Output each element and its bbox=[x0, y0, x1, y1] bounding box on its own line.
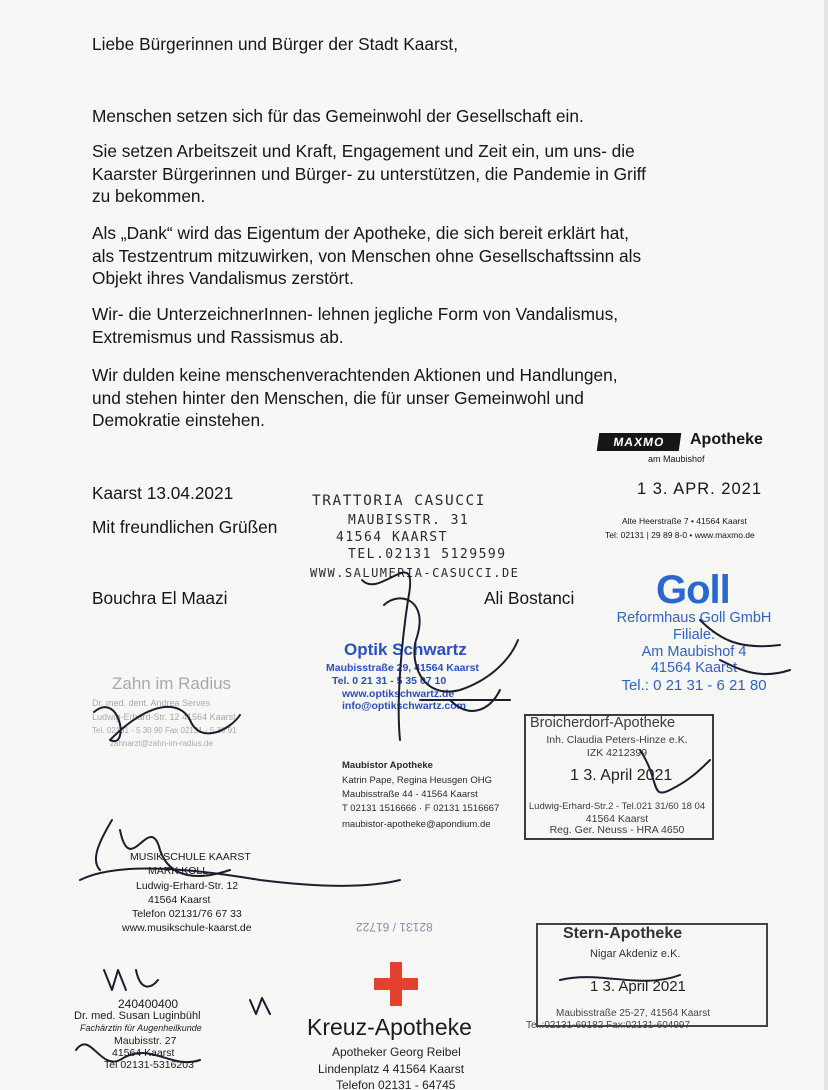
goll-street: Am Maubishof 4 bbox=[641, 644, 747, 660]
maubistor-name: Maubistor Apotheke bbox=[342, 760, 433, 771]
signature-musikschule-2 bbox=[80, 868, 400, 885]
maubistor-address: Maubisstraße 44 - 41564 Kaarst bbox=[342, 789, 478, 800]
goll-company: Reformhaus Goll GmbH bbox=[616, 610, 772, 626]
maubistor-owners: Katrin Pape, Regina Heusgen OHG bbox=[342, 775, 492, 786]
paragraph-5-line-3: Demokratie einstehen. bbox=[92, 410, 265, 430]
signature-optik-line bbox=[420, 690, 510, 711]
signature-small bbox=[250, 998, 270, 1014]
maxmo-apotheke-name: Apotheke bbox=[690, 431, 763, 448]
goll-logo: Goll bbox=[656, 568, 730, 612]
stern-title: Stern-Apotheke bbox=[563, 925, 683, 942]
maubistor-email: maubistor-apotheke@apondium.de bbox=[342, 819, 491, 830]
stern-tel: Tel.:02131-69182 Fax:02131-604997 bbox=[526, 1020, 691, 1031]
zahn-address: Ludwig-Erhard-Str. 12 41564 Kaarst bbox=[92, 712, 236, 722]
signer-1-name: Bouchra El Maazi bbox=[92, 588, 228, 608]
goll-tel: Tel.: 0 21 31 - 6 21 80 bbox=[621, 677, 767, 694]
paragraph-4-line-2: Extremismus und Rassismus ab. bbox=[92, 326, 344, 347]
broicherdorf-title: Broicherdorf-Apotheke bbox=[530, 715, 676, 731]
trattoria-name: TRATTORIA CASUCCI bbox=[312, 493, 486, 509]
maxmo-tel: Tel: 02131 | 29 89 8-0 • www.maxmo.de bbox=[605, 530, 755, 540]
optik-web: www.optikschwartz.de bbox=[342, 688, 455, 700]
signature-broicherdorf bbox=[640, 750, 710, 793]
broicherdorf-ik: IZK 4212399 bbox=[586, 747, 648, 759]
zahn-tel: Tel. 02131 - 5 30 90 Fax 02131 - 5 30 91 bbox=[92, 726, 237, 735]
trattoria-tel: TEL.02131 5129599 bbox=[348, 547, 507, 562]
signature-zahn bbox=[94, 707, 240, 741]
kreuz-mirrored-tel: 82131 / 61722 bbox=[356, 920, 433, 934]
musikschule-name: MUSIKSCHULE KAARST bbox=[130, 851, 251, 863]
optik-title: Optik Schwartz bbox=[344, 640, 467, 659]
signature-goll bbox=[700, 620, 790, 674]
musikschule-web: www.musikschule-kaarst.de bbox=[122, 922, 252, 934]
signer-2-name: Ali Bostanci bbox=[484, 588, 575, 608]
luginbuehl-street: Maubisstr. 27 bbox=[114, 1035, 177, 1047]
paragraph-5-line-2: und stehen hinter den Menschen, die für unser Gemeinwohl und bbox=[92, 387, 584, 408]
maxmo-address: Alte Heerstraße 7 • 41564 Kaarst bbox=[622, 516, 747, 526]
broicherdorf-city: 41564 Kaarst bbox=[585, 813, 649, 825]
optik-tel: Tel. 0 21 31 - 5 35 07 10 bbox=[332, 675, 447, 687]
goll-city: 41564 Kaarst bbox=[650, 660, 738, 676]
luginbuehl-specialty: Fachärztin für Augenheilkunde bbox=[80, 1023, 202, 1033]
optik-email: info@optikschwartz.com bbox=[342, 700, 467, 712]
musikschule-street: Ludwig-Erhard-Str. 12 bbox=[136, 880, 239, 892]
paragraph-1: Menschen setzen sich für das Gemeinwohl der Gesellschaft ein. bbox=[92, 106, 584, 126]
musikschule-owner: MARK KOLL bbox=[148, 865, 209, 877]
paragraph-5-line-1: Wir dulden keine menschenverachtenden Aktionen und Handlungen, bbox=[92, 365, 618, 385]
stern-date: 1 3. April 2021 bbox=[590, 978, 686, 995]
broicherdorf-register: Reg. Ger. Neuss - HRA 4650 bbox=[549, 824, 685, 836]
signature-optik bbox=[384, 598, 518, 691]
broicherdorf-owner: Inh. Claudia Peters-Hinze e.K. bbox=[546, 734, 688, 746]
paragraph-3-line-2: als Testzentrum mitzuwirken, von Menschen ohne Gesellschaftssinn als bbox=[92, 245, 642, 266]
paragraph-2-line-2: Kaarster Bürgerinnen und Bürger- zu unterstützen, die Pandemie in Griff bbox=[92, 163, 646, 184]
musikschule-city: 41564 Kaarst bbox=[148, 894, 211, 906]
maxmo-logo: MAXMO bbox=[597, 433, 682, 451]
musikschule-tel: Telefon 02131/76 67 33 bbox=[132, 908, 242, 920]
trattoria-street: MAUBISSTR. 31 bbox=[348, 513, 470, 528]
goll-branch: Filiale: bbox=[673, 627, 715, 643]
signature-stern bbox=[560, 975, 680, 981]
signature-luginbuehl-2 bbox=[76, 1044, 200, 1062]
paragraph-2-line-1: Sie setzen Arbeitszeit und Kraft, Engagement und Zeit ein, um uns- die bbox=[92, 141, 635, 161]
stern-owner: Nigar Akdeniz e.K. bbox=[590, 948, 681, 960]
stern-address: Maubisstraße 25-27, 41564 Kaarst bbox=[556, 1008, 710, 1019]
maxmo-subtitle: am Maubishof bbox=[648, 454, 705, 464]
paragraph-3-line-1: Als „Dank“ wird das Eigentum der Apotheke, die sich bereit erklärt hat, bbox=[92, 223, 629, 243]
luginbuehl-tel: Tel 02131-5316203 bbox=[104, 1059, 194, 1071]
zahn-title: Zahn im Radius bbox=[112, 674, 232, 693]
trattoria-city: 41564 KAARST bbox=[336, 530, 448, 545]
place-date: Kaarst 13.04.2021 bbox=[92, 483, 234, 503]
paragraph-3-line-3: Objekt ihres Vandalismus zerstört. bbox=[92, 268, 354, 288]
kreuz-owner: Apotheker Georg Reibel bbox=[332, 1045, 461, 1059]
zahn-email: zahnarzt@zahn-im-radius.de bbox=[110, 739, 213, 748]
optik-address: Maubisstraße 29, 41564 Kaarst bbox=[326, 662, 479, 674]
maubistor-tel: T 02131 1516666 · F 02131 1516667 bbox=[342, 803, 500, 814]
salutation: Liebe Bürgerinnen und Bürger der Stadt Kaarst, bbox=[92, 34, 459, 54]
luginbuehl-id: 240400400 bbox=[118, 997, 179, 1011]
broicherdorf-address: Ludwig-Erhard-Str.2 - Tel.021 31/60 18 04 bbox=[528, 801, 706, 812]
luginbuehl-name: Dr. med. Susan Luginbühl bbox=[74, 1010, 201, 1022]
kreuz-tel: Telefon 02131 - 64745 bbox=[336, 1078, 456, 1090]
kreuz-name: Kreuz-Apotheke bbox=[307, 1014, 472, 1040]
luginbuehl-city: 41564 Kaarst bbox=[112, 1047, 175, 1059]
zahn-doctor: Dr. med. dent. Andrea Serves bbox=[92, 698, 211, 708]
maxmo-date-stamp: 1 3. APR. 2021 bbox=[637, 480, 762, 498]
paragraph-2-line-3: zu bekommen. bbox=[92, 186, 206, 206]
signature-musikschule-1 bbox=[96, 820, 230, 876]
trattoria-web: WWW.SALUMERIA-CASUCCI.DE bbox=[310, 566, 520, 580]
broicherdorf-date: 1 3. April 2021 bbox=[570, 767, 673, 784]
paragraph-4-line-1: Wir- die UnterzeichnerInnen- lehnen jegliche Form von Vandalismus, bbox=[92, 304, 619, 324]
signature-luginbuehl-1 bbox=[104, 970, 158, 990]
closing: Mit freundlichen Grüßen bbox=[92, 517, 278, 537]
kreuz-address: Lindenplatz 4 41564 Kaarst bbox=[318, 1062, 465, 1076]
